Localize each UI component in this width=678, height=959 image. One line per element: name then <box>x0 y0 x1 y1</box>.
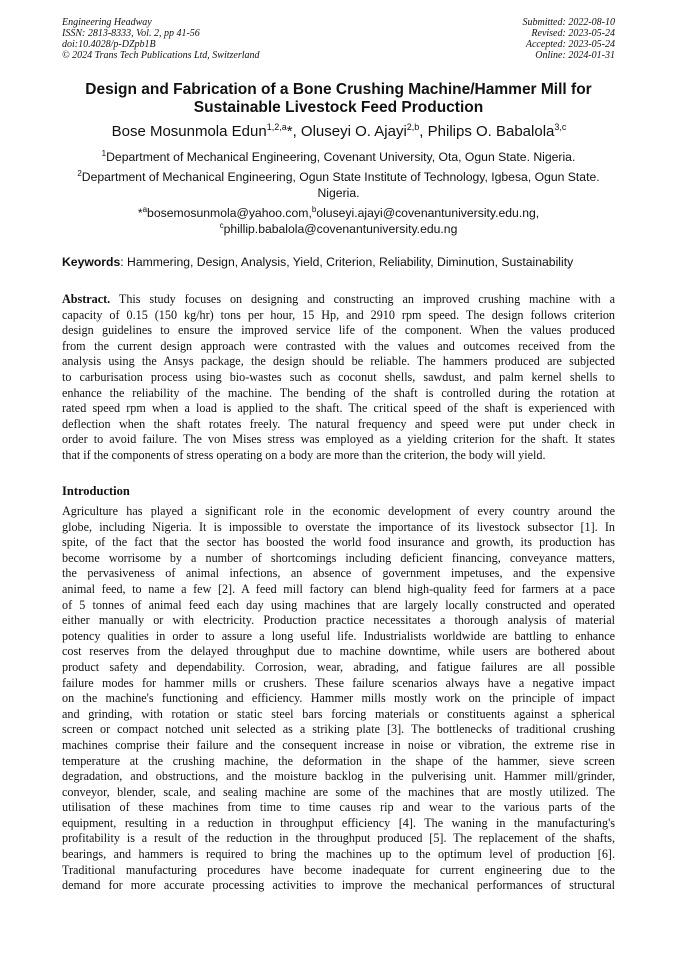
email-a[interactable]: bosemosunmola@yahoo.com, <box>147 206 312 220</box>
introduction-body <box>62 504 615 894</box>
email-marker: c <box>219 220 224 230</box>
intro-line: globe, including Nigeria. It is impossible to overstate the importance of its livestock subsector [1]. In <box>62 519 615 534</box>
title-line: Design and Fabrication of a Bone Crushing Machine/Hammer Mill for <box>85 81 592 98</box>
intro-line: screen or compact notched unit selected as a striking plate [3]. The bottlenecks of traditional crushing <box>62 722 615 737</box>
author-name: Oluseyi O. Ajayi <box>300 123 407 140</box>
abstract-line: rated speed rpm when a load is applied to the shaft. The critical speed of the shaft is experienced with <box>62 401 615 416</box>
journal-header-left <box>62 17 260 61</box>
intro-line: machines comprise their failure and the consequent increase in noise or vibration, the extreme rise in <box>62 737 615 752</box>
intro-line: Agriculture has played a significant role in the economic development of every country around the <box>62 504 615 518</box>
corresponding-author-mark: * <box>286 123 293 140</box>
email-star: * <box>137 206 143 220</box>
author-separator: , <box>419 123 428 140</box>
keywords-text: : Hammering, Design, Analysis, Yield, Criterion, Reliability, Diminution, Sustainability <box>120 255 574 269</box>
abstract-line: enhance the reliability of the machine. The bending of the shaft is controlled during the rotation at <box>62 385 615 400</box>
author-affiliation-marker: 3,c <box>554 122 567 132</box>
intro-line: spite, of the fact that the sector has boosted the world food insurance and growth, its production has <box>62 535 615 550</box>
intro-line: temperature at the crushing machine, the deformation in the shape of the hammer, sieve screen <box>62 753 615 768</box>
author-separator: , <box>292 123 301 140</box>
intro-line: and grinding, with rotation or static steel bars forcing materials or constituents against a spherical <box>62 706 615 721</box>
email-c[interactable]: phillip.babalola@covenantuniversity.edu.ng <box>223 222 458 236</box>
intro-line: product safety and dependability. Corrosion, wear, abrading, and fatigue failures are all possible <box>62 659 615 674</box>
author-name: Philips O. Babalola <box>427 123 555 140</box>
email-b[interactable]: oluseyi.ajayi@covenantuniversity.edu.ng, <box>316 206 540 220</box>
abstract-line: deflection when the shaft rotates freely. The natural frequency and speed were put under check in <box>62 416 615 431</box>
intro-line: degradation, and obstructions, and the moisture backlog in the pulverising unit. Hammer mill/grinder, <box>62 769 615 784</box>
intro-line: become worrisome by a number of shortcomings including deficient financing, conveyance matters, <box>62 550 615 565</box>
journal-copyright: © 2024 Trans Tech Publications Ltd, Switzerland <box>62 50 260 61</box>
abstract-line: order to avoid failure. The von Mises stress was employed as a yielding criterion for the shaft. It states <box>62 432 615 447</box>
abstract-line: capacity of 0.15 (150 kg/hr) tons per hour, 15 Hp, and 2910 rpm speed. The design follows criterion <box>62 307 615 322</box>
abstract-line: to carburisation process using bio-wastes such as coconut shells, sawdust, and palm kernel shells to <box>62 369 615 384</box>
journal-name: Engineering Headway <box>62 17 152 28</box>
abstract-line: that if the components of stress operating on a body are more than the criterion, the body will yield. <box>62 447 546 462</box>
abstract-line: from the current design approach were contrasted with the values and outcomes received from the <box>62 338 615 353</box>
intro-line: failure modes for hammer mills or crushers. These failure scenarios always have a negative impact <box>62 675 615 690</box>
affiliation-text: Department of Mechanical Engineering, Covenant University, Ota, Ogun State. Nigeria. <box>106 150 576 164</box>
date-submitted: Submitted: 2022-08-10 <box>522 17 615 28</box>
email-marker: b <box>311 204 317 214</box>
email-marker: a <box>142 204 148 214</box>
affiliation-marker: 1 <box>101 148 107 158</box>
journal-issn: ISSN: 2813-8333, Vol. 2, pp 41-56 <box>62 28 200 39</box>
abstract-label: Abstract. <box>62 292 111 306</box>
journal-header-right <box>523 17 616 61</box>
intro-line: of 5 tonnes of animal feed each day using machines that are largely locally constructed and operated <box>62 597 615 612</box>
intro-line: either manually or with electricity. Production practice necessitates a thorough analysis of material <box>62 613 615 628</box>
affiliation-1 <box>62 149 615 165</box>
author-emails <box>62 205 615 237</box>
section-heading-introduction: Introduction <box>62 484 130 498</box>
affiliation-marker: 2 <box>77 168 82 178</box>
date-accepted: Accepted: 2023-05-24 <box>525 39 615 50</box>
intro-line: profitability is a result of the reduction in the throughput produced [5]. The replacement of the shafts, <box>62 831 615 846</box>
affiliation-text: Nigeria. <box>317 186 360 200</box>
intro-line: animal feed, to name a few [2]. A feed mill factory can blend high-quality feed for farmers at a pace <box>62 581 615 596</box>
keywords <box>62 254 615 270</box>
intro-line: conveyor, blender, scale, and sealing machine are some of the machines that are mostly utilized. The <box>62 784 615 799</box>
title-line: Sustainable Livestock Feed Production <box>193 99 484 116</box>
intro-line: demand for more accurate processing activities to improve the mechanical performances of structural <box>62 878 615 893</box>
date-revised: Revised: 2023-05-24 <box>531 28 615 39</box>
abstract-text: This study focuses on designing and constructing an improved crushing machine with a <box>110 292 615 306</box>
abstract-line: analysis using the Ansys package, the design should be reliable. The hammers produced are subjected <box>62 354 615 369</box>
author-name: Bose Mosunmola Edun <box>111 123 267 140</box>
journal-doi: doi:10.4028/p-DZpb1B <box>62 39 156 50</box>
keywords-label: Keywords <box>62 255 121 269</box>
date-online: Online: 2024-01-31 <box>535 50 615 61</box>
intro-line: equipment, resulting in a reduction in throughput efficiency [4]. The waning in the manufacturing's <box>62 815 615 830</box>
intro-line: the pervasiveness of animal infections, an absence of government impetuses, and the expensive <box>62 566 615 581</box>
intro-line: Traditional manufacturing procedures have become inadequate for current engineering due to the <box>62 862 615 877</box>
affiliation-2 <box>62 169 615 201</box>
intro-line: cost reserves from the delayed throughput due to machine downtime, while users are bothered about <box>62 644 615 659</box>
paper-title <box>62 81 615 117</box>
intro-line: utilisation of these machines from time to time causes rip and wear to the various parts of the <box>62 800 615 815</box>
author-list <box>40 123 638 141</box>
author-affiliation-marker: 2,b <box>406 122 420 132</box>
intro-line: bearings, and hammers is required to bring the machines up to the optimum level of production [6]. <box>62 847 615 862</box>
affiliation-text: Department of Mechanical Engineering, Ogun State Institute of Technology, Igbesa, Ogun State. <box>81 170 600 184</box>
abstract-line <box>62 292 615 308</box>
abstract-line: design guidelines to ensure the improved service life of the component. When the values produced <box>62 323 615 338</box>
abstract <box>62 292 615 464</box>
intro-line: on the machine's functioning and efficiency. Hammer mills mostly work on the principle of impact <box>62 691 615 706</box>
author-affiliation-marker: 1,2,a <box>266 122 287 132</box>
intro-line: potency qualities in order to assure a long useful life. Industrialists worldwide are battling to enhance <box>62 628 615 643</box>
